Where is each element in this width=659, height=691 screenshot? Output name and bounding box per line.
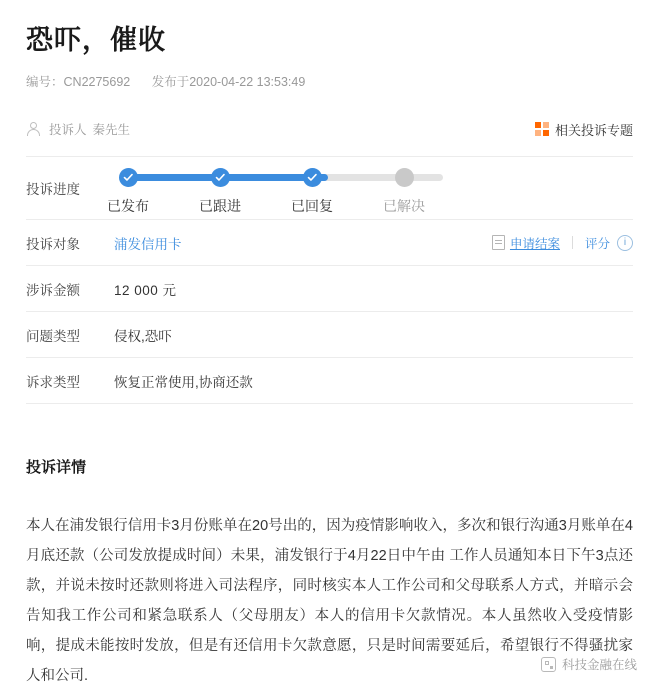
target-value-link[interactable]: 浦发信用卡 [114, 236, 182, 252]
footer-brand-label: 科技金融在线 [561, 658, 637, 672]
complainant-label: 投诉人 [49, 123, 87, 137]
publish-label: 发布于 [151, 75, 190, 89]
footer-brand [541, 655, 637, 673]
progress-step-0-label: 已发布 [107, 198, 149, 214]
target-row [26, 220, 633, 266]
amount-value: 12 000 元 [114, 282, 177, 298]
issue-value: 侵权,恐吓 [114, 328, 172, 344]
progress-step-0[interactable] [82, 165, 174, 216]
amount-label: 涉诉金额 [26, 282, 80, 298]
progress-step-3[interactable] [358, 165, 450, 216]
action-divider [572, 236, 573, 249]
page-title: 恐吓，催收 [26, 25, 166, 55]
progress-step-1-label: 已跟进 [199, 198, 241, 214]
info-table [26, 156, 633, 404]
progress-label: 投诉进度 [26, 182, 80, 197]
related-topic-label: 相关投诉专题 [554, 122, 633, 138]
progress-step-0-dot [119, 168, 138, 187]
progress-step-1-dot [211, 168, 230, 187]
complaint-id [26, 75, 130, 89]
grid-icon [535, 122, 549, 136]
issue-row [26, 312, 633, 358]
info-icon[interactable]: i [617, 235, 633, 251]
target-label: 投诉对象 [26, 236, 80, 252]
progress-row [26, 157, 633, 220]
publish-info [152, 75, 306, 89]
progress-step-3-dot [395, 168, 414, 187]
progress-step-1[interactable] [174, 165, 266, 216]
related-topic-link[interactable] [535, 120, 633, 139]
progress-step-2-label: 已回复 [291, 198, 333, 214]
row-actions [492, 234, 633, 252]
apply-close-button[interactable]: 申请结案 [509, 236, 560, 251]
detail-body: 本人在浦发银行信用卡3月份账单在20号出的，因为疫情影响收入，多次和银行沟通3月账单在4月底还款（公司发放提成时间）未果，浦发银行于4月22日中午由 工作人员通知本日下午3点还款，并说未按时还款则将进入司法程序，同时核实本人工作公司和父母联系人方式，并暗示会告知我工作公司和紧急联系人（父母朋友）本人的信用卡欠款情况。本人虽然收入受疫情影响，提成未能按时发放，但是有还信用卡欠款意愿，只是时间需要延后，希望银行不得骚扰家人和公司. [26, 518, 633, 684]
detail-heading: 投诉详情 [26, 459, 87, 476]
issue-label: 问题类型 [26, 328, 80, 344]
progress-steps [107, 165, 633, 214]
meta-line [26, 72, 633, 90]
demand-value: 恢复正常使用,协商还款 [114, 374, 253, 390]
document-icon [492, 235, 505, 250]
amount-row [26, 266, 633, 312]
avatar-icon [26, 122, 41, 137]
demand-row [26, 358, 633, 404]
complaint-id-value: CN2275692 [63, 75, 131, 89]
score-button[interactable]: 评分 [584, 236, 610, 251]
user-row [26, 116, 633, 142]
progress-step-2-dot [303, 168, 322, 187]
progress-step-2[interactable] [266, 165, 358, 216]
publish-time: 2020-04-22 13:53:49 [189, 75, 306, 89]
demand-label: 诉求类型 [26, 374, 80, 390]
complainant-name: 秦先生 [92, 123, 131, 137]
qr-icon [541, 657, 556, 672]
complaint-id-label: 编号： [26, 75, 64, 89]
progress-step-3-label: 已解决 [383, 198, 425, 214]
